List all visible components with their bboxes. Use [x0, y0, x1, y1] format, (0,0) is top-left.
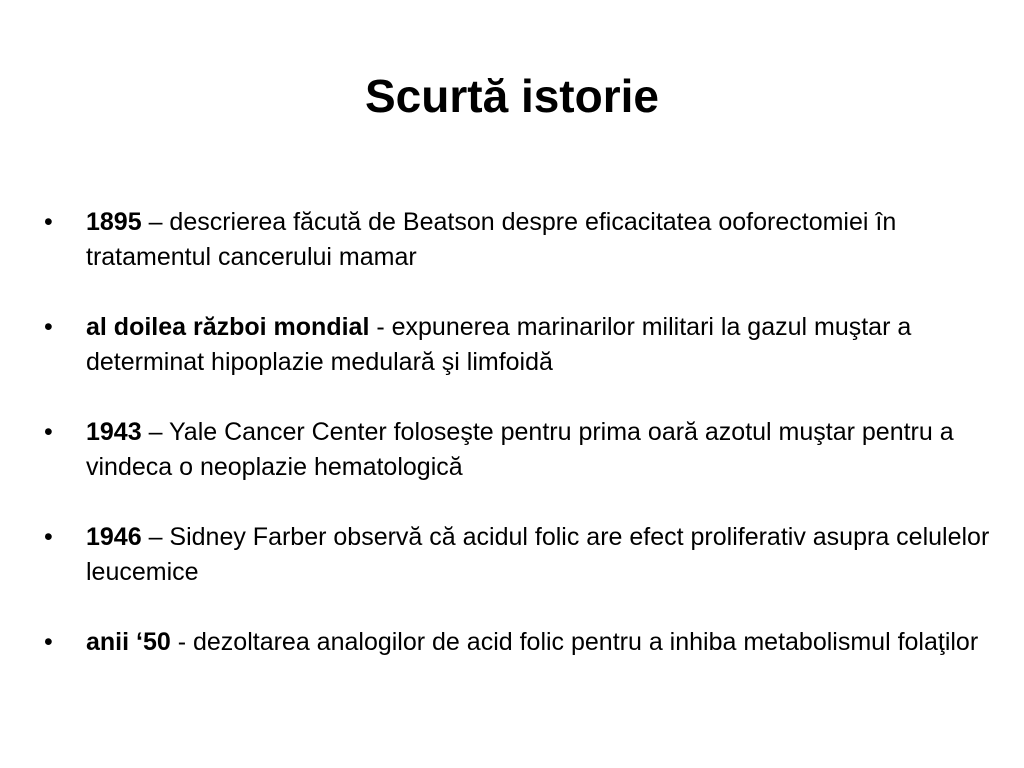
list-item	[40, 520, 1000, 590]
item-lead: 1946	[86, 523, 142, 551]
list-item	[40, 310, 1000, 380]
list-item	[40, 625, 1000, 660]
bullet-icon: •	[44, 523, 53, 551]
item-text: – descrierea făcută de Beatson despre eficacitatea ooforectomiei în tratamentul cancerului mamar	[86, 208, 897, 271]
item-lead: 1895	[86, 208, 142, 236]
bullet-icon: •	[44, 418, 53, 446]
item-lead: al doilea război mondial	[86, 313, 370, 341]
slide-title: Scurtă istorie	[365, 70, 659, 122]
list-item	[40, 415, 1000, 485]
bullet-icon: •	[44, 208, 53, 236]
bullet-icon: •	[44, 313, 53, 341]
item-text: – Yale Cancer Center foloseşte pentru prima oară azotul muştar pentru a vindeca o neoplazie hematologică	[86, 418, 954, 481]
bullet-list	[40, 205, 1000, 660]
item-text: – Sidney Farber observă că acidul folic are efect proliferativ asupra celulelor leucemice	[86, 523, 990, 586]
item-lead: 1943	[86, 418, 142, 446]
list-item	[40, 205, 1000, 275]
item-lead: anii ‘50	[86, 628, 171, 656]
item-text: - expunerea marinarilor militari la gazul muştar a determinat hipoplazie medulară şi limfoidă	[86, 313, 912, 376]
bullet-icon: •	[44, 628, 53, 656]
item-text: - dezoltarea analogilor de acid folic pentru a inhiba metabolismul folaţilor	[170, 628, 979, 656]
